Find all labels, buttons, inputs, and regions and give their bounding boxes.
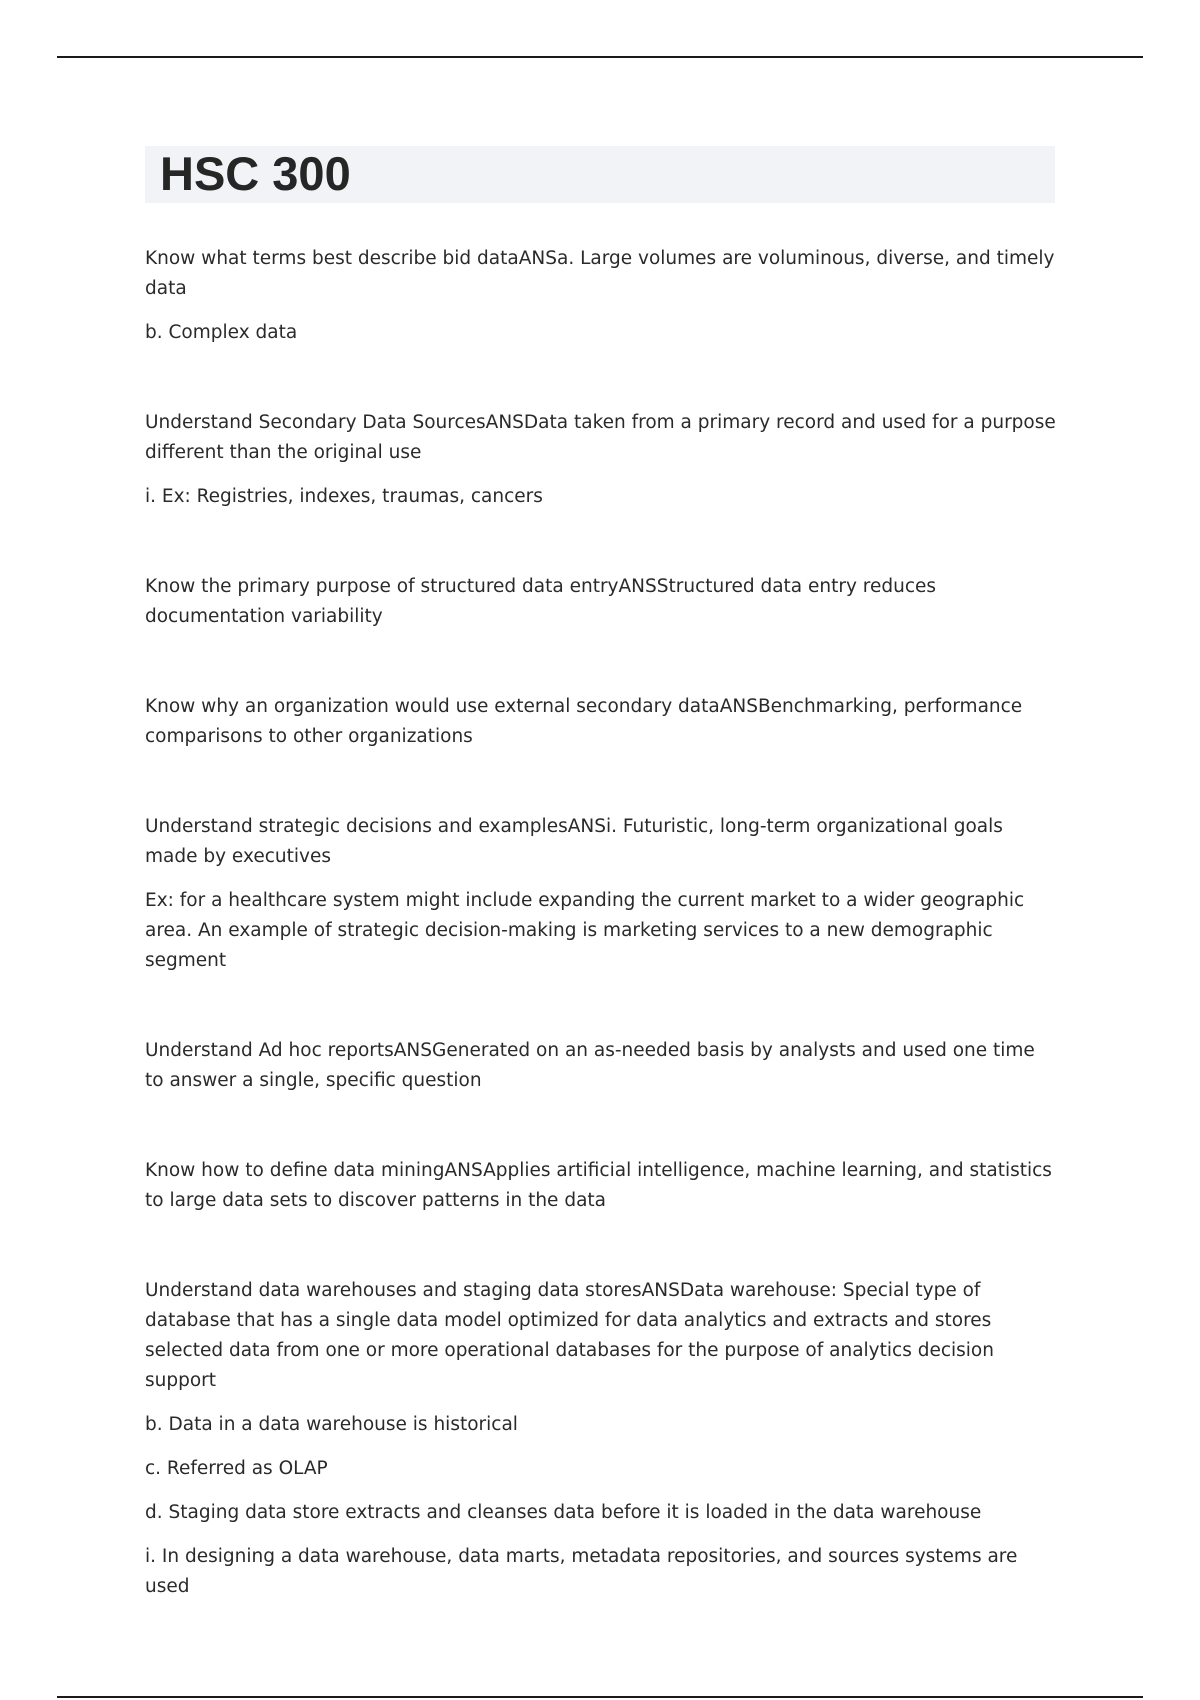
answer-detail: d. Staging data store extracts and cleanses data before it is loaded in the data warehouse bbox=[145, 1502, 982, 1523]
answer-separator: ANS bbox=[567, 816, 606, 837]
qa-line bbox=[145, 812, 1057, 872]
question-text: Know the primary purpose of structured data entry bbox=[145, 576, 619, 597]
answer-text: Structured data entry reduces documentation variability bbox=[145, 576, 937, 627]
answer-detail: c. Referred as OLAP bbox=[145, 1458, 328, 1479]
answer-separator: ANS bbox=[641, 1280, 680, 1301]
qa-list bbox=[145, 244, 1057, 1662]
answer-separator: ANS bbox=[719, 696, 758, 717]
question-text: Know how to define data mining bbox=[145, 1160, 445, 1181]
page-title: HSC 300 bbox=[160, 147, 351, 200]
question-text: Understand strategic decisions and examples bbox=[145, 816, 568, 837]
qa-entry bbox=[145, 408, 1057, 512]
qa-line bbox=[145, 408, 1057, 468]
answer-text: Generated on an as-needed basis by analysts and used one time to answer a single, specific question bbox=[145, 1040, 1035, 1091]
answer-separator: ANS bbox=[444, 1160, 484, 1181]
qa-entry bbox=[145, 1276, 1057, 1602]
question-text: Understand Secondary Data Sources bbox=[145, 412, 486, 433]
qa-line bbox=[145, 1036, 1057, 1096]
qa-entry bbox=[145, 812, 1057, 976]
question-text: Understand Ad hoc reports bbox=[145, 1040, 394, 1061]
qa-entry bbox=[145, 1036, 1057, 1096]
answer-separator: ANS bbox=[618, 576, 657, 597]
answer-detail: i. Ex: Registries, indexes, traumas, cancers bbox=[145, 486, 543, 507]
answer-separator: ANS bbox=[485, 412, 524, 433]
answer-separator: ANS bbox=[518, 248, 557, 269]
answer-text: Applies artificial intelligence, machine learning, and statistics to large data sets to discover patterns in the data bbox=[145, 1160, 1052, 1211]
question-text: Understand data warehouses and staging data stores bbox=[145, 1280, 642, 1301]
answer-text: Data warehouse: Special type of database that has a single data model optimized for data analytics and extracts and stores selected data from one or more operational databases for the purpose of analytics decision support bbox=[145, 1280, 994, 1391]
top-rule bbox=[57, 56, 1143, 58]
question-text: Know why an organization would use external secondary data bbox=[145, 696, 720, 717]
qa-line bbox=[145, 1156, 1057, 1216]
answer-text: Data taken from a primary record and used for a purpose different than the original use bbox=[145, 412, 1056, 463]
qa-entry bbox=[145, 692, 1057, 752]
question-text: Know what terms best describe bid data bbox=[145, 248, 519, 269]
qa-line bbox=[145, 692, 1057, 752]
answer-text: i. Futuristic, long-term organizational goals made by executives bbox=[145, 816, 1003, 867]
qa-line bbox=[145, 244, 1057, 304]
answer-text: Benchmarking, performance comparisons to other organizations bbox=[145, 696, 1023, 747]
qa-line bbox=[145, 1276, 1057, 1396]
answer-text: a. Large volumes are voluminous, diverse, and timely data bbox=[145, 248, 1055, 299]
answer-separator: ANS bbox=[393, 1040, 433, 1061]
title-band bbox=[145, 146, 1055, 203]
answer-detail: b. Complex data bbox=[145, 322, 298, 343]
answer-detail: b. Data in a data warehouse is historical bbox=[145, 1414, 518, 1435]
answer-detail: Ex: for a healthcare system might include expanding the current market to a wider geographic area. An example of strategic decision-making is marketing services to a new demographic segment bbox=[145, 890, 1025, 971]
qa-entry bbox=[145, 572, 1057, 632]
bottom-rule bbox=[57, 1696, 1143, 1698]
qa-entry bbox=[145, 244, 1057, 348]
qa-entry bbox=[145, 1156, 1057, 1216]
answer-detail: i. In designing a data warehouse, data marts, metadata repositories, and sources systems are used bbox=[145, 1546, 1018, 1597]
qa-line bbox=[145, 572, 1057, 632]
